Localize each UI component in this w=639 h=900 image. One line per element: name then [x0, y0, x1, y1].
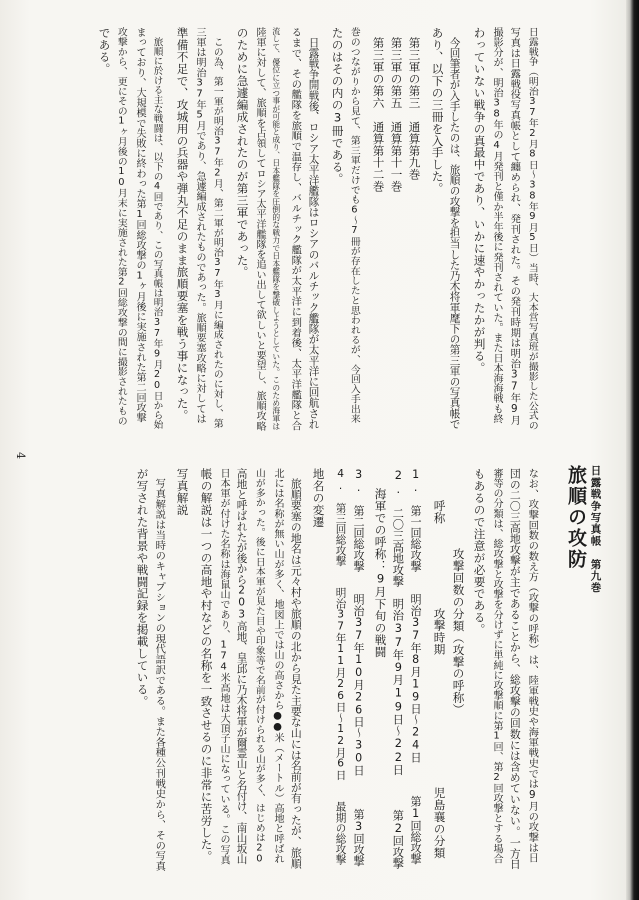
upper-line: 準備不足で、攻城用の兵器や弾丸不足のまま旅順要塞を戦う事になった。: [175, 27, 190, 422]
upper-line: 日露戦争開戦後、ロシア太平洋艦隊はロシアのバルチック艦隊が太平洋に回航され: [307, 37, 320, 430]
upper-line: 旅順に於ける主な戦闘は、以下の4回であり、この写真帳は明治37年9月20日から始: [151, 37, 163, 430]
table-row-note: 海軍での呼称：9月下旬の戦闘: [373, 488, 388, 658]
upper-line: あり、以下の三冊を入手した。: [430, 27, 445, 195]
section-heading: 地名の変遷: [311, 468, 326, 528]
upper-line: 第三軍の第六 通算第十二巻: [371, 37, 386, 193]
page-number: 4: [14, 452, 27, 459]
page-title: 旅順の攻防: [565, 465, 587, 570]
upper-line: 三軍は明治37年5月であり、急遽編成されたものであった。旅順要塞攻略に対しては: [194, 27, 206, 424]
series-header: 日露戦争写真帳 第九巻: [589, 465, 602, 594]
table-row: 2. 二〇三高地攻撃 明治37年9月19日〜22日 第2回攻撃: [391, 468, 406, 870]
upper-line: まっており、大規模で失敗に終わった第1回総攻撃の1ヶ月後に実施された第二回攻撃: [134, 27, 146, 423]
upper-line: 第三軍の第五 通算第十一巻: [389, 37, 404, 193]
lower-line: が写された背景や戦闘記録を掲載している。: [135, 468, 150, 707]
upper-line: 攻撃から、更にその1ヶ月後の10月末に実施された第2回総攻撃の間に撮影されたもの: [115, 27, 127, 426]
table-row: 4. 第三回総攻撃 明治37年11月26日〜12月6日 最期の総攻撃: [334, 468, 347, 865]
upper-line: のために急遽編成されたのが第三軍であった。: [235, 27, 250, 278]
upper-line: 巻のつながりから見て、第三軍だけでも6〜7冊が存在したと思われるが、今回入手出来: [348, 27, 360, 424]
lower-line: 審等の分類は、総攻撃と攻撃を分けずに単純に攻撃順に第1回、第2回攻撃とする場合: [491, 468, 503, 864]
table-row: 1. 第一回総攻撃 明治37年8月19日〜24日 第1回総攻撃: [409, 468, 423, 865]
upper-line: 撮影分が、明治38年の4月発刊と僅か半年後に発刊されていた。また日本海海戦も終: [491, 27, 503, 424]
lower-line: 北には名称が無い山が多く、地図上では山の高さから●●米（メートル）高地と呼ばれ: [272, 468, 284, 864]
lower-line: 旅順要塞の地名は元々村や旅順の北から見た主要な山には名前が有ったが、旅順: [289, 478, 303, 869]
upper-line: 写真は日露戦役写真帳として纏められ、発刊された。その発刊時期は明治37年9月: [508, 27, 521, 426]
lower-line: 山が多かった。後に日本軍が見た目や印象等で名前が付けられる山が多く、はじめは20: [253, 468, 265, 865]
table-heading: 攻撃回数の分類（攻撃の呼称）: [451, 548, 466, 716]
section-heading: 写真解説: [175, 468, 190, 516]
lower-line: 高地と呼ばれたが後から203高地、皇邱に乃木将軍が爾霊山と名付け、南山坂山: [235, 468, 248, 865]
upper-line: わっていない戦争の真最中であり、いかに速やかったかが判る。: [472, 27, 487, 374]
lower-line: 日本軍が付けた名称は海鼠山であり、174米高地は大頂子山になっている。この写真: [218, 468, 230, 865]
table-row: 3. 第二回総攻撃 明治37年10月26日〜30日 第3回攻撃: [352, 468, 366, 867]
lower-line: もあるので注意が必要である。: [472, 468, 487, 636]
lower-line: 帳の解説は一つの高地や村などの名称を一致させるのに非常に苦労した。: [199, 468, 214, 863]
table-header-row: 呼称 攻撃時期 児島襄の分類: [432, 500, 447, 859]
upper-line: 今回筆者が入手したのは、旅順の攻撃を担当した乃木将軍麾下の第三軍の写真帳で: [448, 37, 461, 430]
lower-line: 写真解説は当時のキャプションの現代語訳である。また各種公刊戦史から、その写真: [153, 478, 166, 872]
upper-line: 流して、優位に立つ事が可能と成り、日本艦隊を圧倒的な戦力で日本艦隊を撃破しようとしていた。このため海軍は: [271, 27, 281, 430]
upper-line: るまで、その艦隊を旅順で温存し、バルチック艦隊が太平洋に到着後、太平洋艦隊と合: [289, 27, 302, 431]
upper-line: 陸軍に対して、旅順を占領してロシア太平洋艦隊を追い出して欲しいと要望し、旅順攻略: [254, 27, 266, 431]
lower-line: なお、攻撃回数の数え方（攻撃の呼称）は、陸軍戦史や海軍戦史では9月の攻撃は日: [526, 468, 539, 863]
upper-line: たのはその内の3冊である。: [330, 27, 345, 185]
upper-line: である。: [97, 27, 112, 75]
upper-line: 第三軍の第三 通算第九巻: [407, 37, 422, 181]
lower-line: 団の二〇三高地攻撃が主であることから、総攻撃の回数には含めていない。一方日: [508, 468, 522, 870]
upper-line: この為、第一軍が明治37年2月、第二軍が明治37年3月に編成されたのに対し、第: [211, 37, 223, 429]
upper-line: 日露戦争（明治37年2月8日〜38年9月5日）当時、大本営写真班が撮影した公式の: [526, 27, 538, 431]
